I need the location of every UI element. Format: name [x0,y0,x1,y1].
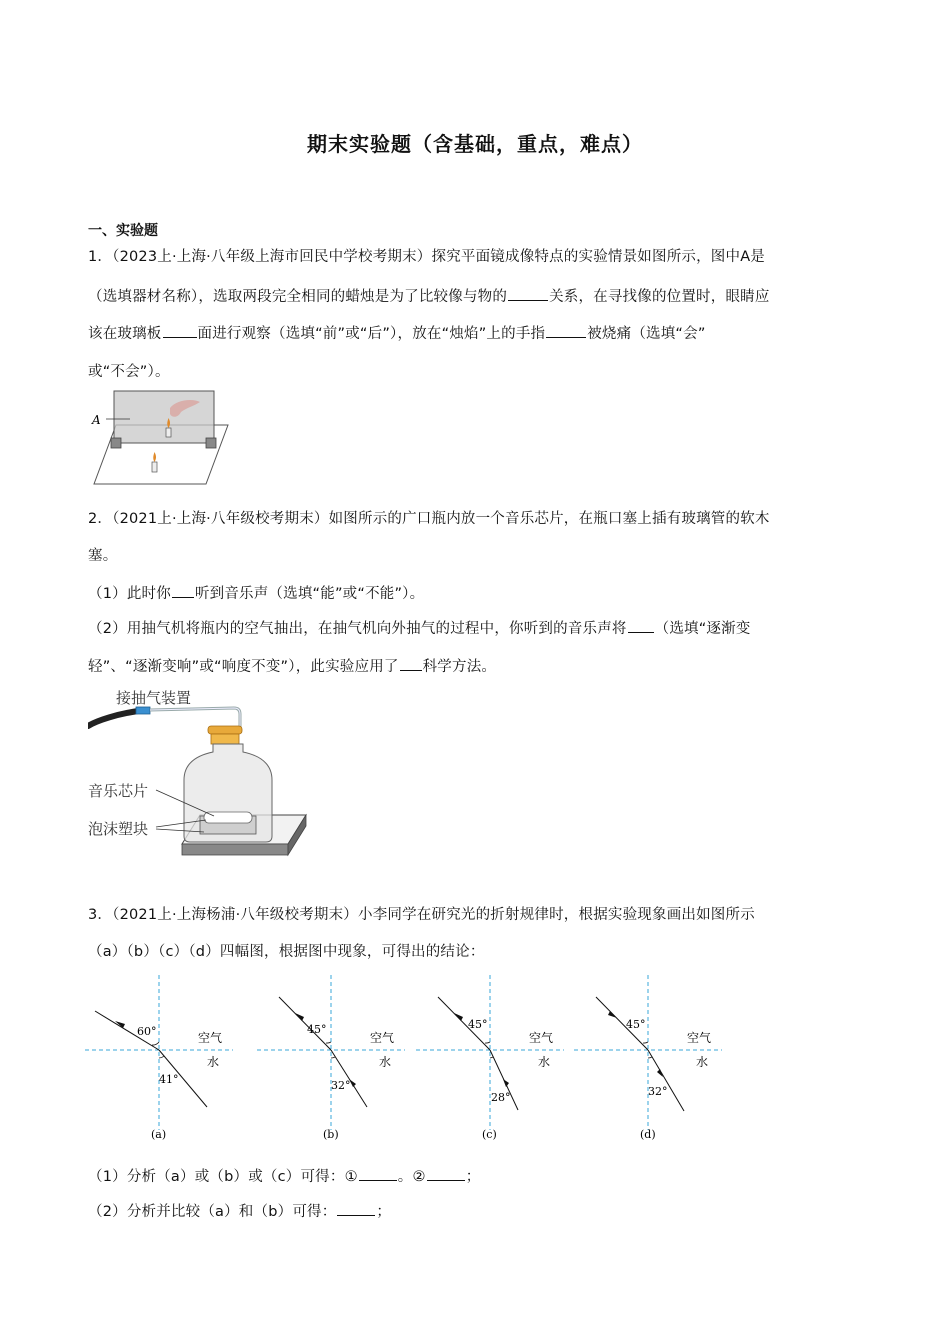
foam-label: 泡沫塑块 [88,820,149,838]
refraction-panel-b [257,975,405,1141]
answer-blank[interactable] [400,656,422,671]
answer-blank[interactable] [359,1166,397,1181]
figure-label-a: A [92,413,101,427]
q3-text: （1）分析（a）或（b）或（c）可得：① [88,1169,358,1185]
answer-blank[interactable] [628,618,654,633]
air-label: 空气 [687,1031,712,1045]
page-title: 期末实验题（含基础，重点，难点） [307,132,643,156]
q1-text: （选填器材名称），选取两段完全相同的蜡烛是为了比较像与物的 [88,289,508,305]
q2-text: （选填“逐渐变 [654,621,751,637]
water-label: 水 [207,1055,220,1069]
incident-angle: 45° [468,1018,488,1031]
cork-stopper [208,726,242,734]
q2-line-2: 塞。 [88,548,118,564]
plane-mirror-figure [88,388,233,488]
incident-angle: 60° [137,1025,157,1038]
section-heading: 一、实验题 [88,223,158,239]
q3-text: ； [465,1169,481,1185]
q3-line-2: （a）（b）（c）（d）四幅图，根据图中现象，可得出的结论： [88,944,485,960]
q3-text: 。② [397,1169,426,1185]
incident-angle: 45° [626,1018,646,1031]
flame-icon [153,452,156,462]
q3-text: （2）分析并比较（a）和（b）可得： [88,1204,337,1220]
chip-label: 音乐芯片 [88,782,149,800]
answer-blank[interactable] [163,323,197,338]
q1-text: 该在玻璃板 [88,326,162,342]
hose-connector [136,707,150,714]
q1-text: 面进行观察（选填“前”或“后”），放在“烛焰”上的手指 [197,326,546,342]
answer-blank[interactable] [546,323,586,338]
q2-text: （1）此时你 [88,586,171,602]
q3-sub-1 [88,1165,868,1186]
panel-label: (a) [151,1128,167,1141]
refraction-panel-a [85,975,233,1141]
water-label: 水 [379,1055,392,1069]
refraction-figures [85,975,735,1147]
q3-sub-2 [88,1200,868,1221]
q1-text: 被烧痛（选填“会” [587,326,706,342]
air-label: 空气 [529,1031,554,1045]
answer-blank[interactable] [172,583,194,598]
refracted-angle: 32° [648,1085,668,1098]
q2-line-1: 2．（2021上·上海·八年级校考期末）如图所示的广口瓶内放一个音乐芯片，在瓶口塞上插有玻璃管的软木 [88,511,770,527]
q1-line-4: 或“不会”）。 [88,364,170,380]
q2-line-4 [88,617,868,638]
answer-blank[interactable] [337,1201,375,1216]
air-label: 空气 [198,1031,223,1045]
answer-blank[interactable] [508,286,548,301]
q1-text: 关系，在寻找像的位置时，眼睛应 [549,289,770,305]
q1-line-3 [88,322,868,343]
panel-label: (b) [323,1128,339,1141]
q1-line-1: 1．（2023上·上海·八年级上海市回民中学校考期末）探究平面镜成像特点的实验情景如图所示，图中A是 [88,249,766,265]
refracted-angle: 32° [331,1079,351,1092]
rubber-hose [88,711,138,726]
candle-icon [166,428,171,437]
refracted-angle: 41° [159,1073,179,1086]
water-label: 水 [538,1055,551,1069]
q2-line-5 [88,655,868,676]
answer-blank[interactable] [427,1166,465,1181]
air-label: 空气 [370,1031,395,1045]
bottle-vacuum-figure [88,684,313,884]
q3-line-1: 3．（2021上·上海杨浦·八年级校考期末）小李同学在研究光的折射规律时，根据实验现象画出如图所示 [88,907,755,923]
water-label: 水 [696,1055,709,1069]
music-chip [204,812,252,823]
candle-icon [152,462,157,472]
panel-label: (c) [482,1128,497,1141]
q2-text: 听到音乐声（选填“能”或“不能”）。 [194,586,425,602]
refracted-angle: 28° [491,1091,511,1104]
incident-angle: 45° [307,1023,327,1036]
q3-text: ； [376,1204,392,1220]
q2-text: （2）用抽气机将瓶内的空气抽出，在抽气机向外抽气的过程中，你听到的音乐声将 [88,621,627,637]
refraction-panel-d [574,975,722,1141]
panel-label: (d) [640,1128,656,1141]
q2-text: 科学方法。 [422,659,497,675]
q2-line-3 [88,582,868,603]
refraction-panel-c [416,975,564,1141]
q2-text: 轻”、“逐渐变响”或“响度不变”），此实验应用了 [88,659,399,675]
pump-label: 接抽气装置 [116,689,192,707]
q1-line-2 [88,285,868,306]
